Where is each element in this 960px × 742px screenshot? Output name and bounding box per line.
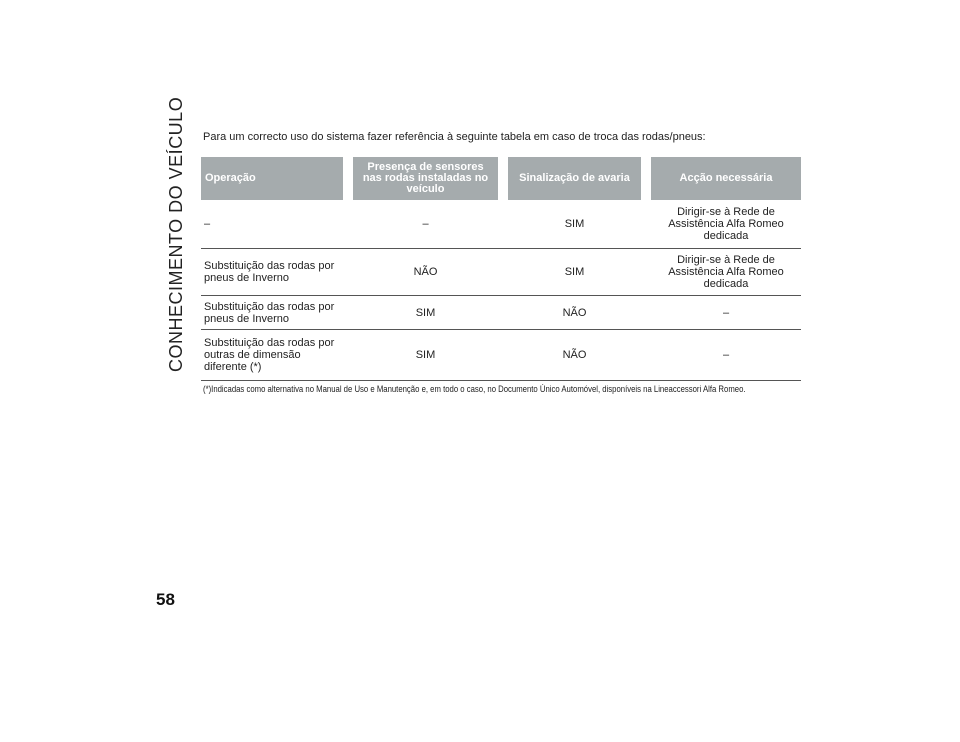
cell-gap [498,330,508,381]
cell-gap [641,296,651,330]
section-side-title: CONHECIMENTO DO VEÍCULO [166,96,186,372]
cell-gap [343,200,353,249]
header-gap [641,157,651,200]
table-row [201,249,801,296]
cell-fault-signal: SIM [508,249,641,296]
tyre-change-table [201,157,801,381]
table-row [201,330,801,381]
cell-action: Dirigir-se à Rede de Assistência Alfa Romeo dedicada [651,249,801,296]
intro-text: Para um correcto uso do sistema fazer referência à seguinte tabela em caso de troca das rodas/pneus: [203,131,706,143]
cell-gap [498,249,508,296]
cell-gap [498,296,508,330]
footnote: (*)Indicadas como alternativa no Manual de Uso e Manutenção e, em todo o caso, no Documento Único Automóvel, disponíveis na Lineaccessori Alfa Romeo. [203,384,746,394]
cell-action: – [651,330,801,381]
cell-gap [343,296,353,330]
cell-gap [641,330,651,381]
table-row [201,296,801,330]
cell-gap [498,200,508,249]
header-sensors: Presença de sensores nas rodas instaladas no veículo [353,157,498,200]
table-header-row [201,157,801,200]
cell-gap [641,200,651,249]
cell-action: – [651,296,801,330]
cell-fault-signal: NÃO [508,296,641,330]
cell-fault-signal: SIM [508,200,641,249]
header-gap [343,157,353,200]
cell-sensors: SIM [353,296,498,330]
cell-operation: Substituição das rodas por pneus de Inverno [201,296,343,330]
cell-sensors: NÃO [353,249,498,296]
cell-gap [641,249,651,296]
cell-sensors: SIM [353,330,498,381]
cell-gap [343,330,353,381]
cell-operation: Substituição das rodas por pneus de Inverno [201,249,343,296]
header-gap [498,157,508,200]
cell-gap [343,249,353,296]
header-operation: Operação [201,157,343,200]
header-action: Acção necessária [651,157,801,200]
cell-operation: Substituição das rodas por outras de dimensão diferente (*) [201,330,343,381]
cell-fault-signal: NÃO [508,330,641,381]
header-fault-signal: Sinalização de avaria [508,157,641,200]
page-number: 58 [156,590,175,609]
cell-action: Dirigir-se à Rede de Assistência Alfa Romeo dedicada [651,200,801,249]
table-row [201,200,801,249]
cell-sensors: – [353,200,498,249]
cell-operation: – [201,200,343,249]
